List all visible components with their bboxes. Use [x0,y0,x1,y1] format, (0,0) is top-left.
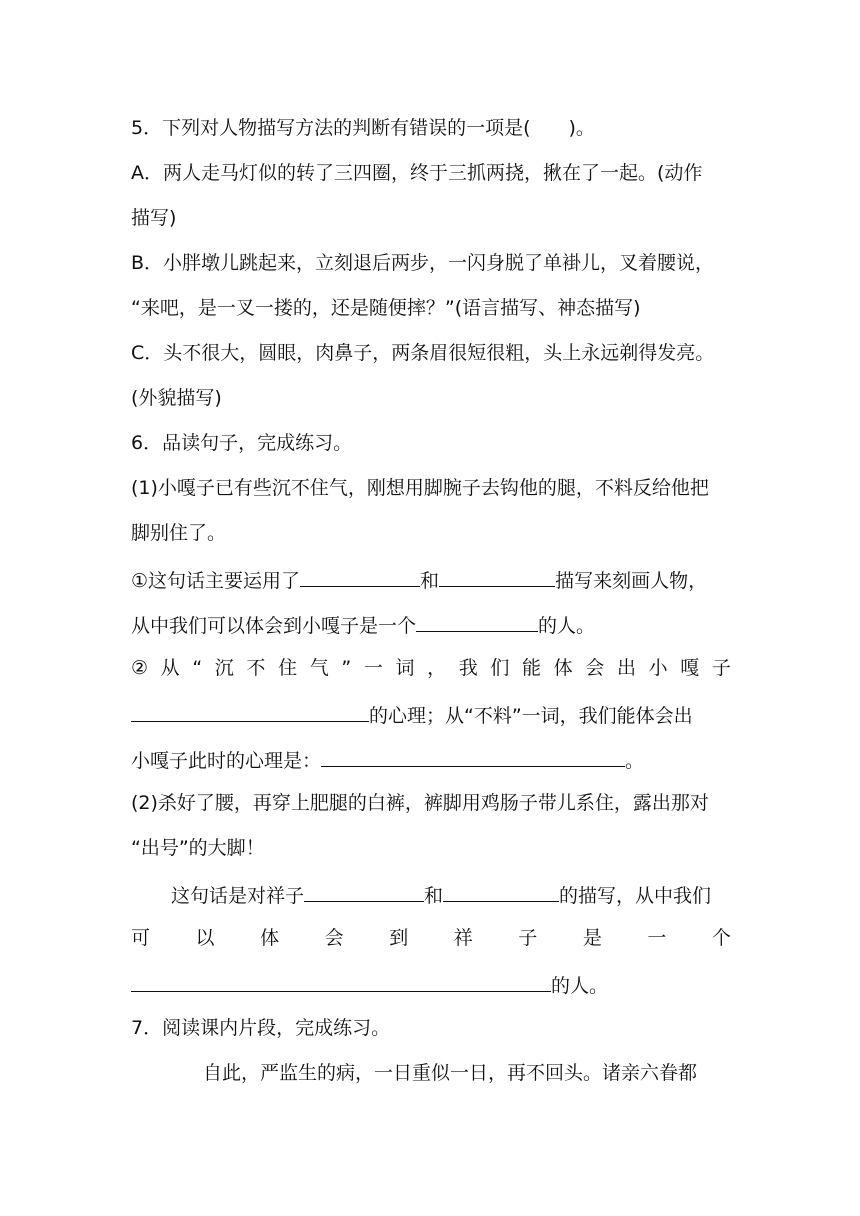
r3-char: 出 [616,657,636,679]
r3-char: 从 [160,657,180,679]
q5-option-b-line1: B．小胖墩儿跳起来，立刻退后两步，一闪身脱了单褂儿，叉着腰说， [131,252,715,274]
r7-char: 祥 [453,927,473,949]
r3-char: 小 [648,657,668,679]
q7-passage-line1: 自此，严监生的病，一日重似一日，再不回头。诸亲六眷都 [203,1062,698,1084]
r7-char: 可 [131,927,151,949]
item3-text-d: 的人。 [551,975,609,997]
answer-blank[interactable] [443,881,559,902]
q5-option-a-line2: 描写) [131,207,177,229]
item1-text-a: ①这句话主要运用了 [131,570,301,592]
r3-char: ， [427,657,447,679]
q7-stem: 7．阅读课内片段，完成练习。 [131,1017,391,1039]
r7-char: 个 [711,927,731,949]
item1-text-b: 和 [420,570,440,592]
r3-char: 能 [522,657,542,679]
r3-char: 会 [585,657,605,679]
r3-char: 气 [309,657,329,679]
q6-item1-line1 [131,566,731,593]
r7-char: 子 [518,927,538,949]
r7-char: 一 [647,927,667,949]
answer-blank[interactable] [131,971,551,992]
answer-blank[interactable] [304,881,424,902]
item3-text-a: 这句话是对祥子 [171,885,305,907]
q5-option-c-line2: (外貌描写) [131,387,222,409]
r3-char: 们 [490,657,510,679]
q6-item2-line1 [131,656,731,680]
q6-item2-line2 [131,701,731,728]
q5-option-a-line1: A．两人走马灯似的转了三四圈，终于三抓两挠，揪在了一起。(动作 [131,162,703,184]
r3-char: “ [192,657,203,679]
item2-text-b: 小嘎子此时的心理是： [131,750,322,772]
item1-text-e: 的人。 [538,615,596,637]
q6-sentence1-line2: 脚别住了。 [131,522,227,544]
q6-sentence1-line1: (1)小嘎子已有些沉不住气，刚想用脚腕子去钩他的腿，不料反给他把 [131,477,709,499]
r7-char: 到 [389,927,409,949]
r3-char: 不 [246,657,266,679]
item1-text-d: 从中我们可以体会到小嘎子是一个 [131,615,417,637]
item1-text-c: 描写来刻画人物， [555,570,708,592]
q5-stem: 5．下列对人物描写方法的判断有错误的一项是( )。 [131,117,595,139]
q6-item3-line3 [131,971,731,998]
r7-char: 是 [582,927,602,949]
q6-item2-line3 [131,746,731,773]
answer-blank[interactable] [131,701,369,722]
r3-char: 子 [711,657,731,679]
r7-char: 会 [324,927,344,949]
r3-char: 词 [395,657,415,679]
q6-item3-line2 [131,926,731,950]
r7-char: 以 [195,927,215,949]
r3-char: 沉 [214,657,234,679]
item3-text-b: 和 [424,885,444,907]
r3-char: 体 [553,657,573,679]
q6-item1-line2 [131,611,731,638]
r3-char: ” [341,657,352,679]
q5-option-c-line1: C．头不很大，圆眼，肉鼻子，两条眉很短很粗，头上永远剃得发亮。 [131,342,715,364]
item2-text-a: 的心理；从“不料”一词，我们能体会出 [369,705,693,727]
item3-text-c: 的描写，从中我们 [559,885,712,907]
r3-char: 嘎 [680,657,700,679]
answer-blank[interactable] [416,611,538,632]
r7-char: 体 [260,927,280,949]
r3-char: 住 [278,657,298,679]
answer-blank[interactable] [439,566,555,587]
r3-char: ② [131,657,149,679]
q5-option-b-line2: “来吧，是一叉一搂的，还是随便摔？”(语言描写、神态描写) [131,297,641,319]
answer-blank[interactable] [300,566,420,587]
q6-sentence2-line1: (2)杀好了腰，再穿上肥腿的白裤，裤脚用鸡肠子带儿系住，露出那对 [131,792,709,814]
answer-blank[interactable] [321,746,625,767]
item2-text-c: 。 [625,750,645,772]
q6-stem: 6．品读句子，完成练习。 [131,432,353,454]
q6-item3-line1 [171,881,731,908]
r3-char: 一 [363,657,383,679]
r3-char: 我 [458,657,478,679]
q6-sentence2-line2: “出号”的大脚！ [131,837,265,859]
